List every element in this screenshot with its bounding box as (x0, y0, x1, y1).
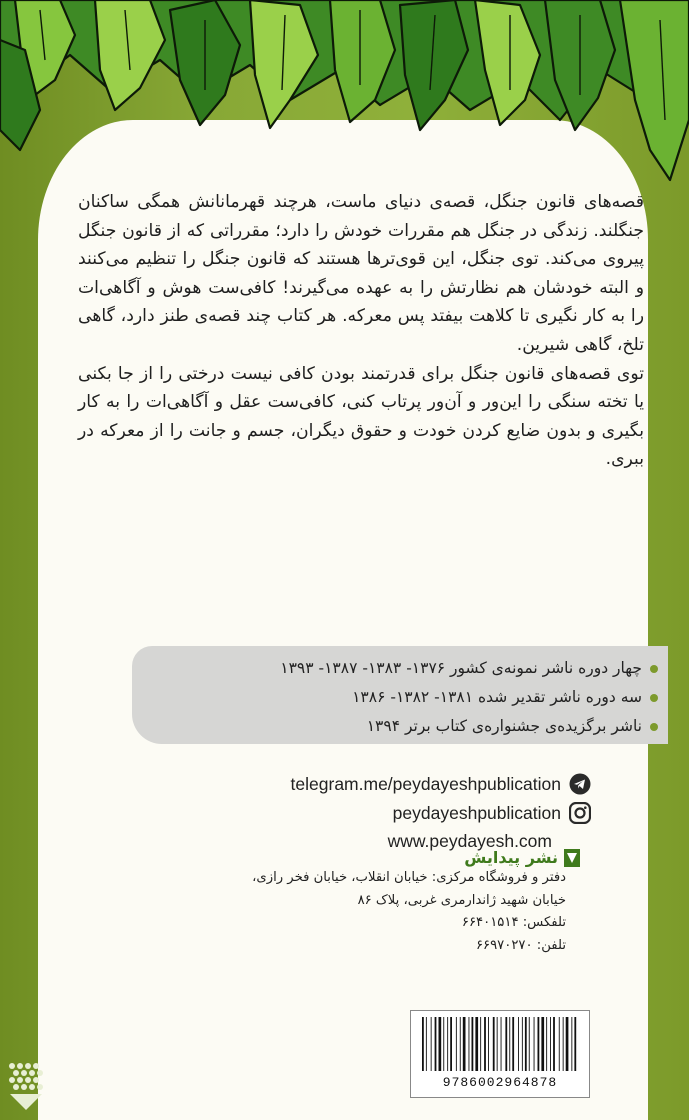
publisher-logo-icon (564, 849, 580, 867)
paragraph-1: قصه‌های قانون جنگل، قصه‌ی دنیای ماست، هرچند قهرمانانش همگی ساکنان جنگلند. زندگی در جنگل هم مقررات خودش را دارد؛ مقرراتی که از قانون جنگل پیروی می‌کند. توی جنگل، این قوی‌ترها هستند که قانون جنگل را تنظیم می‌کنند و البته خودشان هم نظارتش را به عهده می‌گیرند! کافی‌ست هوش و آگاهی‌ات را به کار نگیری تا کلاهت بیفتد پس معرکه. هر کتاب چند قصه‌ی طنز دارد، گاهی تلخ، گاهی شیرین. (78, 192, 644, 355)
isbn-number: 9786002964878 (442, 1075, 558, 1090)
telegram-link[interactable]: telegram.me/peydayeshpublication (290, 773, 561, 794)
telegram-icon (569, 773, 591, 795)
publisher-fax: تلفکس: ۶۶۴۰۱۵۱۴ (461, 915, 566, 930)
instagram-icon (569, 802, 591, 824)
award-item: چهار دوره ناشر نمونه‌ی کشور ۱۳۷۶- ۱۳۸۳- ۱۳۸۷- ۱۳۹۳ (132, 654, 658, 683)
award-item: ناشر برگزیده‌ی جشنواره‌ی کتاب برتر ۱۳۹۴ (132, 712, 658, 741)
publisher-logo-mark (6, 1060, 46, 1112)
publisher-address-line: خیابان شهید ژاندارمری غربی، پلاک ۸۶ (357, 892, 566, 908)
publisher-info (100, 848, 580, 957)
awards-list (132, 646, 668, 741)
website-link[interactable]: www.peydayesh.com (387, 830, 552, 851)
tree-canopy (0, 0, 689, 190)
publisher-phone: تلفن: ۶۶۹۷۰۲۷۰ (475, 937, 566, 953)
publisher-name: نشر پیدایش (464, 848, 558, 867)
description-text (78, 188, 644, 474)
telegram-contact[interactable] (291, 772, 591, 796)
barcode-bars (420, 1017, 580, 1071)
publisher-address-line: دفتر و فروشگاه مرکزی: خیابان انقلاب، خیابان فخر رازی، (252, 870, 566, 885)
instagram-contact[interactable] (393, 801, 591, 825)
paragraph-2: توی قصه‌های قانون جنگل برای قدرتمند بودن کافی نیست درختی را از جا بکنی یا تخته سنگی را این‌ور و آن‌ور پرتاب کنی، کافی‌ست عقل و آگاهی‌ات را به کار بگیری و بدون ضایع کردن خودت و حقوق دیگران، جسم و جانت را از معرکه در ببری. (78, 363, 644, 470)
award-item: سه دوره ناشر تقدیر شده ۱۳۸۱- ۱۳۸۲- ۱۳۸۶ (132, 683, 658, 712)
awards-box (132, 646, 668, 744)
publisher-name-row (100, 848, 580, 867)
barcode (410, 1010, 590, 1098)
instagram-link[interactable]: peydayeshpublication (392, 802, 561, 823)
